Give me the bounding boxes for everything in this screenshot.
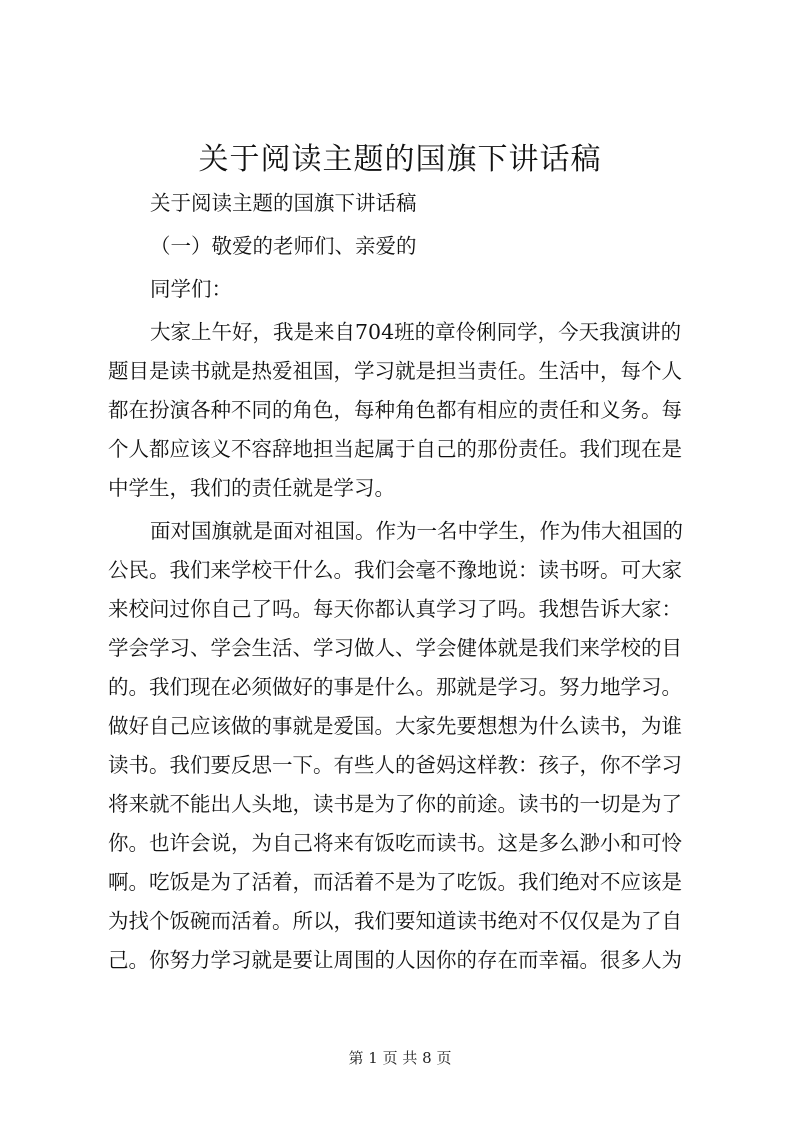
paragraph-line: 读书。我们要反思一下。有些人的爸妈这样教：孩子，你不学习 [108,753,682,777]
paragraph-line: 己。你努力学习就是要让周围的人因你的存在而幸福。很多人为 [108,948,682,972]
paragraph-line: 同学们： [150,277,232,301]
paragraph-line: 做好自己应该做的事就是爱国。大家先要想想为什么读书，为谁 [108,714,682,738]
paragraph-line: （一）敬爱的老师们、亲爱的 [150,234,417,258]
paragraph-line: 啊。吃饭是为了活着，而活着不是为了吃饭。我们绝对不应该是 [108,870,682,894]
paragraph-line: 学会学习、学会生活、学习做人、学会健体就是我们来学校的目 [108,636,682,660]
paragraph-line: 大家上午好，我是来自704班的章伶俐同学，今天我演讲的 [150,320,682,344]
paragraph-line: 的。我们现在必须做好的事是什么。那就是学习。努力地学习。 [108,675,682,699]
paragraph-line: 将来就不能出人头地，读书是为了你的前途。读书的一切是为了 [108,792,682,816]
paragraph-line: 个人都应该义不容辞地担当起属于自己的那份责任。我们现在是 [108,437,682,461]
paragraph-line: 来校问过你自己了吗。每天你都认真学习了吗。我想告诉大家： [108,597,682,621]
paragraph-line: 中学生，我们的责任就是学习。 [108,476,395,500]
paragraph-line: 题目是读书就是热爱祖国，学习就是担当责任。生活中，每个人 [108,359,682,383]
paragraph-line: 为找个饭碗而活着。所以，我们要知道读书绝对不仅仅是为了自 [108,909,682,933]
paragraph-line: 你。也许会说，为自己将来有饭吃而读书。这是多么渺小和可怜 [108,831,682,855]
paragraph-line: 关于阅读主题的国旗下讲话稿 [150,191,417,215]
paragraph-line: 公民。我们来学校干什么。我们会毫不豫地说：读书呀。可大家 [108,558,682,582]
paragraph-line: 都在扮演各种不同的角色，每种角色都有相应的责任和义务。每 [108,398,682,422]
document-title: 关于阅读主题的国旗下讲话稿 [198,142,602,177]
page-number-footer: 第 1 页 共 8 页 [348,1049,452,1067]
document-body [108,184,702,980]
paragraph-line: 面对国旗就是面对祖国。作为一名中学生，作为伟大祖国的 [150,519,683,543]
